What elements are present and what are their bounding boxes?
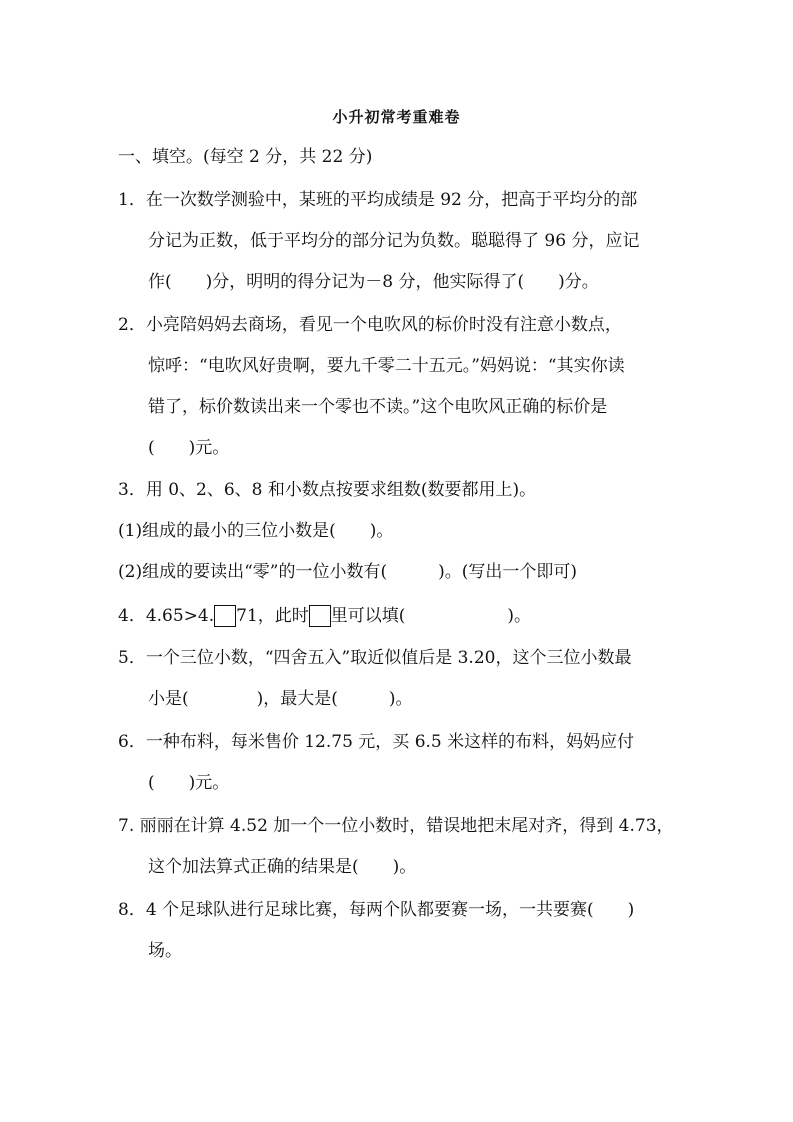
question-3-part-2: (2)组成的要读出“零”的一位小数有( )。(写出一个即可) bbox=[118, 562, 577, 582]
question-6-line-1: 6．一种布料，每米售价 12.75 元，买 6.5 米这样的布料，妈妈应付 bbox=[118, 732, 635, 752]
question-4-part-2: 71，此时 bbox=[236, 606, 309, 626]
question-5-line-2: 小是( )，最大是( )。 bbox=[148, 689, 413, 709]
question-1-line-3: 作( )分，明明的得分记为－8 分，他实际得了( )分。 bbox=[148, 272, 599, 292]
question-8-line-2: 场。 bbox=[148, 941, 182, 961]
question-4-line bbox=[118, 604, 531, 628]
question-7-line-2: 这个加法算式正确的结果是( )。 bbox=[148, 857, 417, 877]
question-1-line-1: 1．在一次数学测验中，某班的平均成绩是 92 分，把高于平均分的部 bbox=[118, 190, 638, 210]
answer-box bbox=[309, 605, 331, 627]
question-2-line-4: ( )元。 bbox=[148, 438, 230, 458]
question-2-line-1: 2．小亮陪妈妈去商场，看见一个电吹风的标价时没有注意小数点， bbox=[118, 315, 622, 335]
question-3-line-1: 3．用 0、2、6、8 和小数点按要求组数(数要都用上)。 bbox=[118, 480, 537, 500]
section-heading: 一、填空。(每空 2 分，共 22 分) bbox=[118, 147, 373, 167]
question-2-line-3: 错了，标价数读出来一个零也不读。”这个电吹风正确的标价是 bbox=[148, 397, 608, 417]
question-2-line-2: 惊呼：“电吹风好贵啊，要九千零二十五元。”妈妈说：“其实你读 bbox=[148, 356, 625, 376]
question-4-part-3: 里可以填( )。 bbox=[330, 606, 532, 626]
question-4-part-1: 4．4.65>4. bbox=[118, 606, 215, 626]
question-7-line-1: 7. 丽丽在计算 4.52 加一个一位小数时，错误地把末尾对齐，得到 4.73， bbox=[118, 816, 674, 836]
page-title: 小升初常考重难卷 bbox=[332, 108, 461, 126]
question-3-part-1: (1)组成的最小的三位小数是( )。 bbox=[118, 521, 394, 541]
answer-box bbox=[214, 605, 236, 627]
question-6-line-2: ( )元。 bbox=[148, 773, 230, 793]
question-5-line-1: 5．一个三位小数，“四舍五入”取近似值后是 3.20，这个三位小数最 bbox=[118, 648, 632, 668]
question-8-line-1: 8．4 个足球队进行足球比赛，每两个队都要赛一场，一共要赛( ) bbox=[118, 900, 635, 920]
question-1-line-2: 分记为正数，低于平均分的部分记为负数。聪聪得了 96 分，应记 bbox=[148, 231, 640, 251]
